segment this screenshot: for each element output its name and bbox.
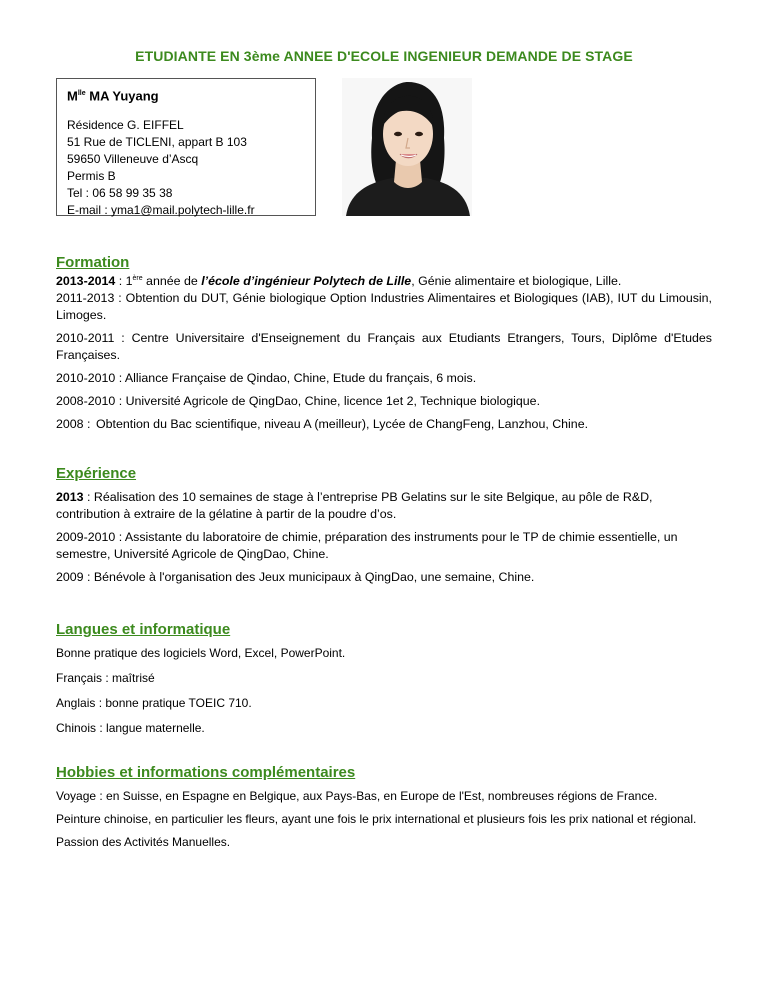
formation-heading: Formation <box>56 254 130 271</box>
languages-section <box>56 621 712 737</box>
formation-entry: 2010-2011 : Centre Universitaire d'Enseignement du Français aux Etudiants Etrangers, Tours, Diplôme d'Etudes Françaises. <box>56 331 712 362</box>
experience-heading: Expérience <box>56 465 137 482</box>
contact-line: Tel : 06 58 99 35 38 <box>67 186 173 201</box>
page-title: ETUDIANTE EN 3ème ANNEE D'ECOLE INGENIEUR DEMANDE DE STAGE <box>135 48 633 64</box>
contact-line: Permis B <box>67 169 116 184</box>
portrait-illustration <box>342 78 472 216</box>
experience-entry: 2013 : Réalisation des 10 semaines de stage à l’entreprise PB Gelatins sur le site Belgique, au pôle de R&D, contribution à extraire de la gélatine à partir de la poudre d’os. <box>56 490 653 521</box>
formation-entry: 2008 : Obtention du Bac scientifique, niveau A (meilleur), Lycée de ChangFeng, Lanzhou, Chine. <box>56 417 589 431</box>
contact-line: 59650 Villeneuve d’Ascq <box>67 152 199 167</box>
hobbies-heading: Hobbies et informations complémentaires <box>56 764 356 781</box>
experience-entry: 2009-2010 : Assistante du laboratoire de chimie, préparation des instruments pour le TP de chimie essentielle, un semestre, Université Agricole de QingDao, Chine. <box>56 530 678 561</box>
languages-heading: Langues et informatique <box>56 621 231 638</box>
formation-section <box>56 254 712 433</box>
formation-entry: 2013-2014 : 1ère année de l’école d’ingénieur Polytech de Lille, Génie alimentaire et biologique, Lille. <box>56 274 622 288</box>
contact-line: E-mail : yma1@mail.polytech-lille.fr <box>67 203 255 218</box>
languages-item: Français : maîtrisé <box>56 671 155 685</box>
hobbies-section <box>56 764 712 851</box>
profile-photo <box>342 78 472 216</box>
experience-entry: 2009 : Bénévole à l'organisation des Jeux municipaux à QingDao, une semaine, Chine. <box>56 570 535 584</box>
formation-entry: 2011-2013 : Obtention du DUT, Génie biologique Option Industries Alimentaires et Biologiques (IAB), IUT du Limousin, Limoges. <box>56 291 712 322</box>
contact-name: $M^{lle}$ MA Yuyang <box>67 88 159 104</box>
hobbies-item: Voyage : en Suisse, en Espagne en Belgique, aux Pays-Bas, en Europe de l'Est, nombreuses régions de France. <box>56 789 658 803</box>
formation-entry: 2010-2010 : Alliance Française de Qindao, Chine, Etude du français, 6 mois. <box>56 371 477 385</box>
contact-line: Résidence G. EIFFEL <box>67 118 184 133</box>
formation-entry: 2008-2010 : Université Agricole de QingDao, Chine, licence 1et 2, Technique biologique. <box>56 394 541 408</box>
contact-box <box>56 78 316 216</box>
contact-line: 51 Rue de TICLENI, appart B 103 <box>67 135 247 150</box>
hobbies-item: Peinture chinoise, en particulier les fleurs, ayant une fois le prix international et plusieurs fois les prix national et régional. <box>56 812 697 826</box>
experience-section <box>56 465 712 586</box>
languages-item: Anglais : bonne pratique TOEIC 710. <box>56 696 252 710</box>
languages-item: Chinois : langue maternelle. <box>56 721 205 735</box>
hobbies-item: Passion des Activités Manuelles. <box>56 835 231 849</box>
languages-item: Bonne pratique des logiciels Word, Excel, PowerPoint. <box>56 646 346 660</box>
